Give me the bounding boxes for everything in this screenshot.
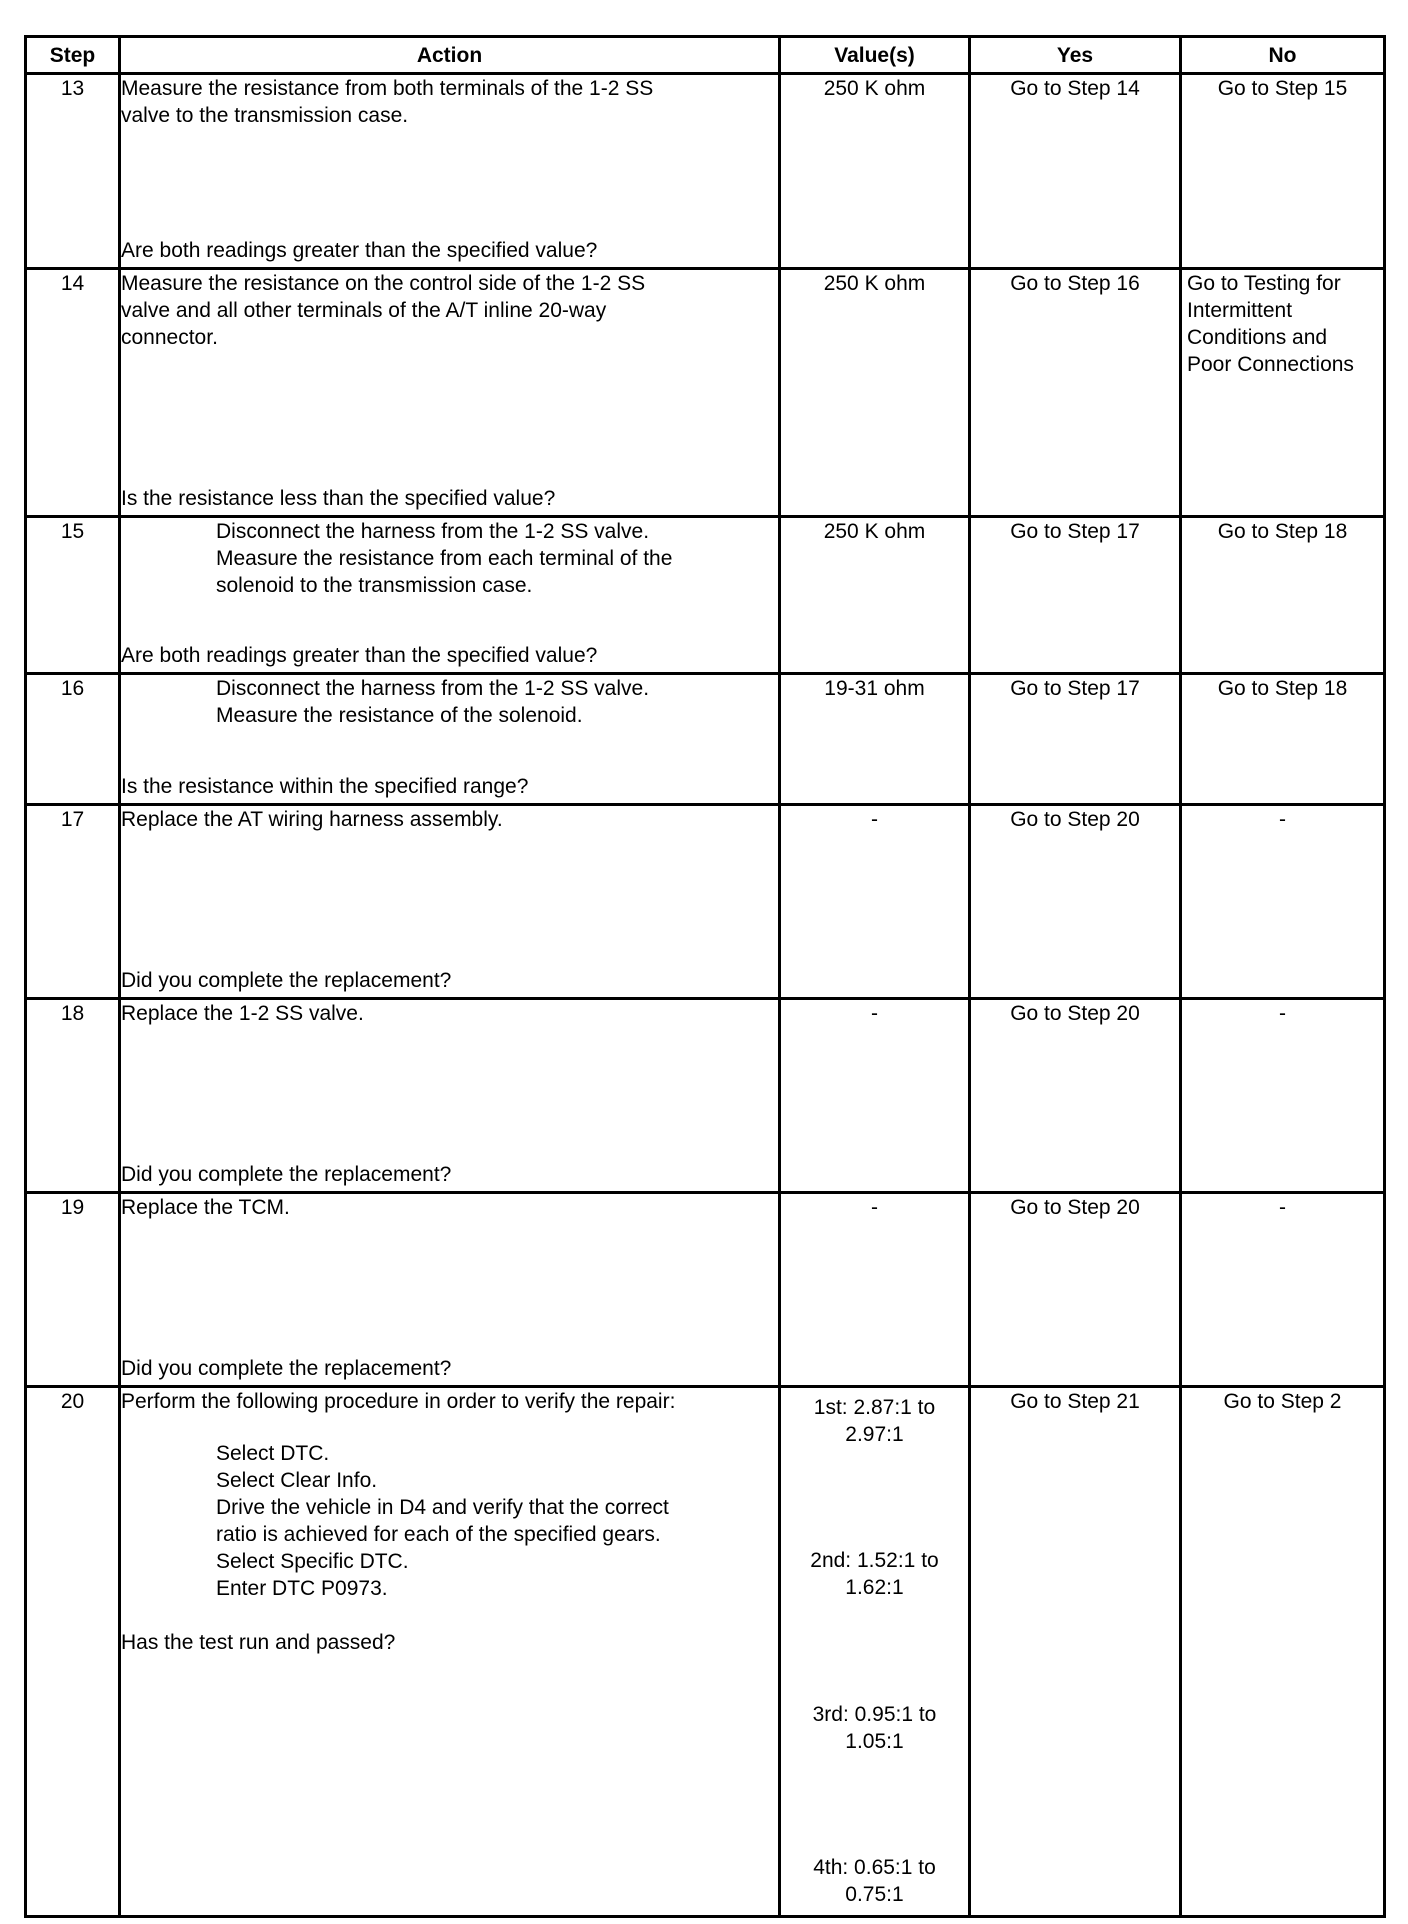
action-question: Did you complete the replacement? xyxy=(121,1163,452,1186)
value-cell: 250 K ohm xyxy=(780,74,970,269)
yes-cell: Go to Step 21 xyxy=(970,1387,1181,1917)
action-question: Are both readings greater than the specified value? xyxy=(121,239,598,262)
gear-ratio-text: 3rd: 0.95:1 to xyxy=(812,1702,937,1726)
step-number: 20 xyxy=(26,1387,120,1917)
no-cell: Go to Step 2 xyxy=(1181,1387,1385,1917)
gear-ratio-2nd xyxy=(781,1547,968,1601)
step-number: 19 xyxy=(26,1193,120,1387)
yes-cell: Go to Step 20 xyxy=(970,999,1181,1193)
gear-ratio-1st xyxy=(781,1394,968,1448)
action-question: Did you complete the replacement? xyxy=(121,1357,452,1380)
action-text: Disconnect the harness from the 1-2 SS valve. xyxy=(216,520,650,543)
yes-cell: Go to Step 17 xyxy=(970,674,1181,805)
action-cell xyxy=(120,805,780,999)
action-text: Perform the following procedure in order to verify the repair: xyxy=(121,1390,676,1413)
procedure-step: ratio is achieved for each of the specified gears. xyxy=(216,1523,661,1546)
table-row xyxy=(26,805,1385,999)
action-question: Is the resistance within the specified range? xyxy=(121,775,529,798)
gear-ratio-text: 1st: 2.87:1 to xyxy=(813,1396,936,1419)
no-cell: - xyxy=(1181,999,1385,1193)
action-cell xyxy=(120,1193,780,1387)
procedure-step: Select Clear Info. xyxy=(216,1469,378,1492)
gear-ratio-text: 2.97:1 xyxy=(845,1423,904,1446)
action-text: connector. xyxy=(121,326,218,349)
value-cell xyxy=(780,1387,970,1917)
header-step: Step xyxy=(26,37,120,74)
action-cell xyxy=(120,674,780,805)
step-number: 14 xyxy=(26,269,120,517)
yes-cell: Go to Step 17 xyxy=(970,517,1181,674)
no-text: Poor Connections xyxy=(1187,353,1354,376)
table-row xyxy=(26,1193,1385,1387)
procedure-step: Select Specific DTC. xyxy=(216,1550,409,1573)
action-text: solenoid to the transmission case. xyxy=(216,574,533,597)
action-text: Disconnect the harness from the 1-2 SS valve. xyxy=(216,677,650,700)
gear-ratio-text: 1.05:1 xyxy=(845,1729,904,1753)
action-cell xyxy=(120,1387,780,1917)
step-number: 18 xyxy=(26,999,120,1193)
step-number: 17 xyxy=(26,805,120,999)
gear-ratio-4th xyxy=(781,1854,968,1908)
action-question: Has the test run and passed? xyxy=(121,1631,396,1654)
no-text: Intermittent xyxy=(1187,299,1293,322)
header-row xyxy=(26,37,1385,74)
gear-ratio-text: 2nd: 1.52:1 to xyxy=(810,1549,939,1573)
procedure-step: Select DTC. xyxy=(216,1442,330,1465)
action-text: Replace the TCM. xyxy=(121,1196,290,1219)
procedure-step: Drive the vehicle in D4 and verify that the correct xyxy=(216,1496,669,1519)
action-cell xyxy=(120,517,780,674)
gear-ratio-text: 0.75:1 xyxy=(845,1882,904,1906)
step-number: 16 xyxy=(26,674,120,805)
header-yes: Yes xyxy=(970,37,1181,74)
step-number: 13 xyxy=(26,74,120,269)
action-cell xyxy=(120,74,780,269)
header-action: Action xyxy=(120,37,780,74)
action-question: Are both readings greater than the specified value? xyxy=(121,644,598,667)
diagnostic-table xyxy=(24,35,1386,1918)
table-row xyxy=(26,74,1385,269)
header-no: No xyxy=(1181,37,1385,74)
no-text: Conditions and xyxy=(1187,326,1328,349)
action-cell xyxy=(120,269,780,517)
no-cell: - xyxy=(1181,805,1385,999)
action-text: Replace the 1-2 SS valve. xyxy=(121,1002,364,1025)
yes-cell: Go to Step 14 xyxy=(970,74,1181,269)
no-cell: Go to Step 18 xyxy=(1181,674,1385,805)
value-cell: 250 K ohm xyxy=(780,517,970,674)
action-text: Replace the AT wiring harness assembly. xyxy=(121,808,503,831)
header-values: Value(s) xyxy=(780,37,970,74)
gear-ratio-text: 1.62:1 xyxy=(845,1576,904,1600)
action-text: valve and all other terminals of the A/T inline 20-way xyxy=(121,299,607,322)
step-number: 15 xyxy=(26,517,120,674)
yes-cell: Go to Step 20 xyxy=(970,805,1181,999)
action-cell xyxy=(120,999,780,1193)
no-text: Go to Testing for xyxy=(1187,272,1341,295)
value-cell: - xyxy=(780,1193,970,1387)
table-row xyxy=(26,269,1385,517)
table-row xyxy=(26,999,1385,1193)
action-text: Measure the resistance of the solenoid. xyxy=(216,704,583,727)
action-question: Did you complete the replacement? xyxy=(121,969,452,992)
gear-ratio-3rd xyxy=(781,1701,968,1755)
action-text: Measure the resistance from each terminal of the xyxy=(216,547,673,570)
action-text: Measure the resistance from both terminals of the 1-2 SS xyxy=(121,77,654,100)
value-cell: 250 K ohm xyxy=(780,269,970,517)
gear-ratio-text: 4th: 0.65:1 to xyxy=(813,1855,936,1879)
no-cell: - xyxy=(1181,1193,1385,1387)
action-question: Is the resistance less than the specified value? xyxy=(121,487,556,510)
yes-cell: Go to Step 16 xyxy=(970,269,1181,517)
no-cell: Go to Step 18 xyxy=(1181,517,1385,674)
value-cell: - xyxy=(780,805,970,999)
table-row xyxy=(26,517,1385,674)
procedure-step: Enter DTC P0973. xyxy=(216,1577,388,1600)
action-text: valve to the transmission case. xyxy=(121,104,409,127)
no-cell: Go to Step 15 xyxy=(1181,74,1385,269)
table-row xyxy=(26,674,1385,805)
value-cell: 19-31 ohm xyxy=(780,674,970,805)
procedure-list xyxy=(121,1440,778,1602)
table-row xyxy=(26,1387,1385,1917)
value-cell: - xyxy=(780,999,970,1193)
yes-cell: Go to Step 20 xyxy=(970,1193,1181,1387)
no-cell xyxy=(1181,269,1385,517)
action-text: Measure the resistance on the control side of the 1-2 SS xyxy=(121,272,646,295)
